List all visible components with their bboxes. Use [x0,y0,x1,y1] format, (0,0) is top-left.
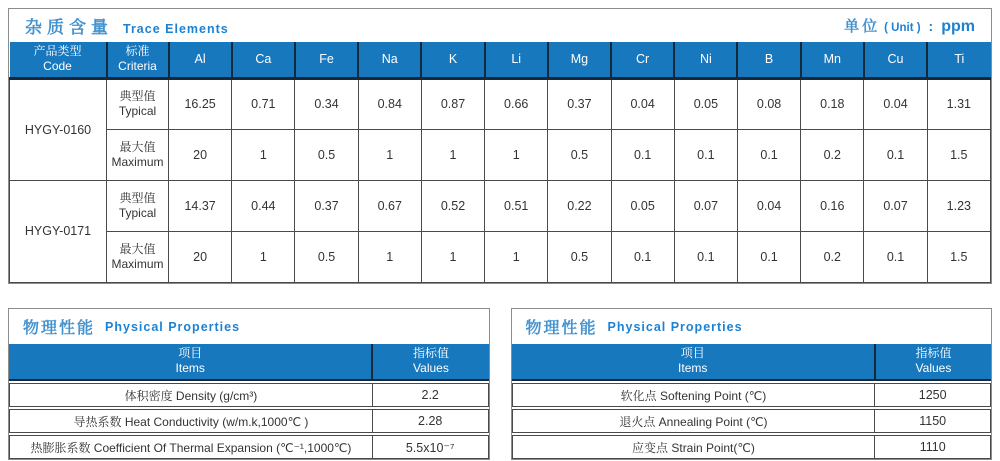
physical-left-title-cn: 物理性能 [23,320,96,337]
unit-label-en: ( Unit ) [884,22,921,34]
table-row [512,383,992,407]
unit-value: ppm [941,18,975,35]
physical-left-title-bar [9,309,489,344]
property-item: 体积密度 Density (g/cm³) [10,384,373,406]
table-row [9,383,489,407]
property-value: 2.28 [418,414,443,428]
trace-elements-table [9,42,991,283]
trace-value-cell: 0.16 [801,180,864,231]
row-type-maximum: 最大值 Maximum [107,231,169,282]
trace-value-cell: 0.5 [295,129,358,180]
property-item: 退火点 Annealing Point (℃) [513,410,876,432]
property-value: 2.2 [421,388,439,402]
table-row [10,180,991,231]
trace-value-cell: 1.5 [927,129,990,180]
product-code-cell: HYGY-0160 [10,78,107,180]
row-type-typical: 典型值 Typical [107,180,169,231]
col-header-element: Cr [611,42,674,78]
col-header-values: 指标值 Values [412,346,449,375]
trace-value-cell: 0.08 [737,78,800,129]
physical-properties-panel-left [8,308,490,460]
col-header-element: Li [485,42,548,78]
trace-value-cell: 0.07 [864,180,927,231]
trace-value-cell: 0.22 [548,180,611,231]
trace-value-cell: 1 [358,129,421,180]
trace-value-cell: 0.04 [611,78,674,129]
trace-value-cell: 0.1 [864,129,927,180]
row-type-typical: 典型值 Typical [107,78,169,129]
trace-elements-panel [8,8,992,284]
trace-value-cell: 0.1 [737,129,800,180]
physical-right-title-cn: 物理性能 [525,320,598,337]
trace-value-cell: 0.2 [801,129,864,180]
col-header-element: Mg [548,42,611,78]
table-row [10,129,991,180]
trace-value-cell: 0.18 [801,78,864,129]
trace-value-cell: 0.07 [674,180,737,231]
trace-value-cell: 0.04 [737,180,800,231]
physical-properties-panel-right [511,308,993,460]
trace-title-en: Trace Elements [123,22,229,36]
trace-value-cell: 0.37 [548,78,611,129]
property-item: 导热系数 Heat Conductivity (w/m.k,1000℃ ) [10,410,373,432]
trace-value-cell: 1 [485,129,548,180]
trace-value-cell: 0.37 [295,180,358,231]
trace-value-cell: 0.1 [611,129,674,180]
trace-value-cell: 1 [421,231,484,282]
trace-value-cell: 0.5 [295,231,358,282]
table-row [512,409,992,433]
trace-value-cell: 1.23 [927,180,990,231]
trace-value-cell: 0.1 [737,231,800,282]
trace-value-cell: 16.25 [169,78,232,129]
trace-value-cell: 0.1 [674,231,737,282]
col-header-element: Fe [295,42,358,78]
property-item: 应变点 Strain Point(℃) [513,436,876,458]
trace-value-cell: 0.67 [358,180,421,231]
col-header-values: 指标值 Values [915,346,952,375]
trace-title-cn: 杂质含量 [25,18,113,37]
property-value: 1110 [919,440,946,454]
physical-left-title-en: Physical Properties [105,319,241,334]
trace-value-cell: 0.2 [801,231,864,282]
col-header-element: Na [358,42,421,78]
trace-value-cell: 0.1 [864,231,927,282]
trace-value-cell: 0.1 [674,129,737,180]
unit-label-cn: 单位 [844,18,881,35]
trace-value-cell: 0.34 [295,78,358,129]
trace-value-cell: 1 [232,231,295,282]
property-value: 1150 [919,414,947,428]
col-header-element: Cu [864,42,927,78]
trace-value-cell: 1.31 [927,78,990,129]
trace-value-cell: 1 [358,231,421,282]
col-header-criteria: 标准 Criteria [107,42,169,78]
trace-title-bar [9,9,991,42]
trace-value-cell: 0.84 [358,78,421,129]
col-header-code: 产品类型 Code [10,42,107,78]
col-header-items: 项目 Items [512,344,876,379]
trace-value-cell: 0.5 [548,129,611,180]
table-row [10,78,991,129]
trace-value-cell: 0.05 [611,180,674,231]
physical-left-header-row [9,344,489,381]
row-type-maximum: 最大值 Maximum [107,129,169,180]
trace-value-cell: 0.71 [232,78,295,129]
trace-value-cell: 0.5 [548,231,611,282]
trace-value-cell: 1 [232,129,295,180]
trace-value-cell: 0.66 [485,78,548,129]
trace-value-cell: 1.5 [927,231,990,282]
trace-value-cell: 0.05 [674,78,737,129]
col-header-element: B [737,42,800,78]
trace-value-cell: 1 [485,231,548,282]
trace-value-cell: 0.51 [485,180,548,231]
col-header-items: 项目 Items [9,344,373,379]
physical-right-header-row [512,344,992,381]
property-item: 软化点 Softening Point (℃) [513,384,876,406]
col-header-element: K [421,42,484,78]
table-row [9,409,489,433]
product-code-cell: HYGY-0171 [10,180,107,282]
col-header-element: Ca [232,42,295,78]
property-item: 热膨胀系数 Coefficient Of Thermal Expansion (℃⁻¹,1000℃) [10,436,373,458]
table-row [512,435,992,459]
col-header-element: Ni [674,42,737,78]
unit-label [844,15,975,36]
trace-value-cell: 20 [169,129,232,180]
col-header-element: Al [169,42,232,78]
trace-value-cell: 20 [169,231,232,282]
trace-value-cell: 14.37 [169,180,232,231]
table-row [10,231,991,282]
trace-value-cell: 0.1 [611,231,674,282]
property-value: 1250 [918,388,947,402]
physical-right-title-en: Physical Properties [607,319,743,334]
property-value: 5.5x10⁻⁷ [405,440,455,455]
unit-colon: : [928,18,934,34]
col-header-element: Ti [927,42,990,78]
trace-value-cell: 0.87 [421,78,484,129]
trace-value-cell: 0.44 [232,180,295,231]
table-row [9,435,489,459]
trace-value-cell: 0.52 [421,180,484,231]
physical-right-title-bar [512,309,992,344]
trace-value-cell: 0.04 [864,78,927,129]
trace-value-cell: 1 [421,129,484,180]
trace-header-row [10,42,991,78]
col-header-element: Mn [801,42,864,78]
